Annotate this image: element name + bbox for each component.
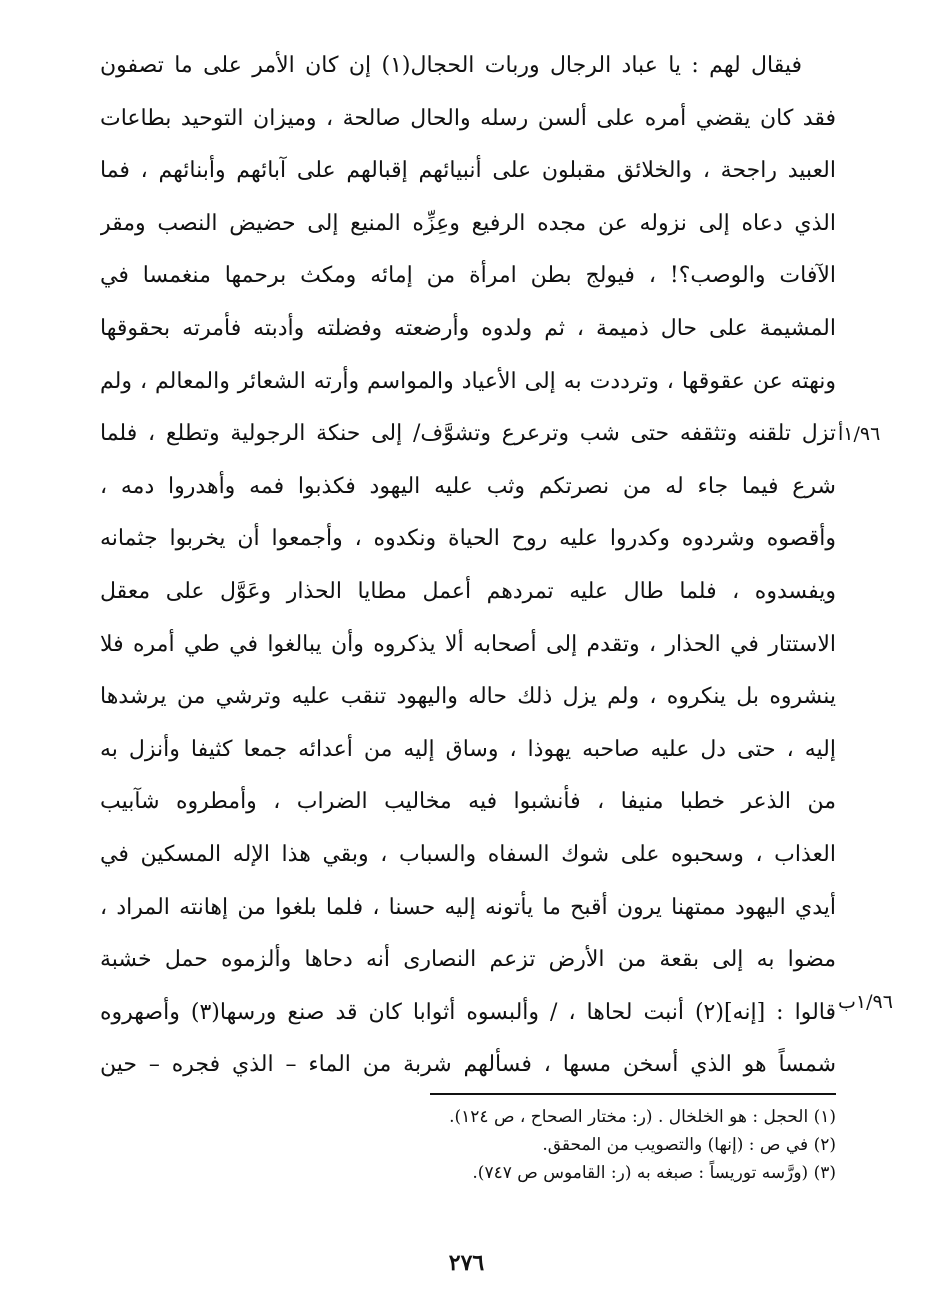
footnotes	[100, 1103, 836, 1187]
text-line: العذاب ، وسحبوه على شوك السفاه والسباب ، وبقي هذا الإله المسكين في	[100, 841, 836, 867]
footnote: (١) الحجل : هو الخلخال . (ر: مختار الصحاح ، ص ١٢٤).	[449, 1107, 836, 1127]
text-line: من الذعر خطبا منيفا ، فأنشبوا فيه مخاليب الضراب ، وأمطروه شآبيب	[100, 789, 836, 815]
text-line: تزل تلقنه وتثقفه حتى شب وترعرع وتشوَّف/ إلى حنكة الرجولية وتطلع ، فلما	[100, 421, 836, 447]
text-line: قالوا : [إنه](٢) أنبت لحاها ، / وألبسوه أثوابا كان قد صنع ورسها(٣) وأصهروه	[100, 999, 836, 1025]
footnote-divider	[430, 1093, 836, 1095]
text-line: الذي دعاه إلى نزوله عن مجده الرفيع وعِزِّه المنيع إلى حضيض النصب ومقر	[100, 210, 836, 236]
text-line: شرع فيما جاء له من نصرتكم وثب عليه اليهود فكذبوا فمه وأهدروا دمه ،	[100, 473, 836, 499]
main-text-block	[100, 40, 836, 1092]
manuscript-folio-ref-b: ١/٩٦ب	[838, 991, 893, 1013]
text-line: ينشروه بل ينكروه ، ولم يزل ذلك حاله واليهود تنقب عليه وترشي من يرشدها	[100, 684, 836, 710]
footnote: (٢) في ص : (إنها) والتصويب من المحقق.	[542, 1135, 836, 1155]
text-line: الاستتار في الحذار ، وتقدم إلى أصحابه ألا يذكروه وأن يبالغوا في طي أمره فلا	[100, 631, 836, 657]
text-line: الآفات والوصب؟! ، فيولج بطن امرأة من إمائه ومكث برحمها منغمسا في	[100, 263, 836, 289]
text-line: مضوا به إلى بقعة من الأرض تزعم النصارى أنه دحاها وألزموه حمل خشبة	[100, 947, 836, 973]
page-number: ٢٧٦	[448, 1250, 485, 1276]
text-line: فيقال لهم : يا عباد الرجال وربات الحجال(١) إن كان الأمر على ما تصفون	[100, 53, 802, 78]
text-line: وأقصوه وشردوه وكدروا عليه روح الحياة ونكدوه ، وأجمعوا أن يخربوا جثمانه	[100, 526, 836, 552]
text-line: فقد كان يقضي أمره على ألسن رسله والحال صالحة ، وميزان التوحيد بطاعات	[100, 105, 836, 131]
text-line: إليه ، حتى دل عليه صاحبه يهوذا ، وساق إليه من أعدائه جمعا كثيفا وأنزل به	[100, 736, 836, 762]
text-line: ونهته عن عقوقها ، وترددت به إلى الأعياد والمواسم وأرته الشعائر والمعالم ، ولم	[100, 368, 836, 394]
text-line: ويفسدوه ، فلما طال عليه تمردهم أعمل مطايا الحذار وعَوَّل على معقل	[100, 578, 836, 604]
text-line: شمساً هو الذي أسخن مسها ، فسألهم شربة من الماء – الذي فجره – حين	[100, 1052, 836, 1078]
text-line: أيدي اليهود ممتهنا يرون أقبح ما يأتونه إليه حسنا ، فلما بلغوا من إهانته المراد ،	[100, 894, 836, 920]
text-line: المشيمة على حال ذميمة ، ثم ولدوه وأرضعته وفضلته وأدبته فأمرته بحقوقها	[100, 315, 836, 341]
manuscript-folio-ref-a: ١/٩٦أ	[838, 423, 881, 445]
footnote: (٣) (ورَّسه توريساً : صبغه به (ر: القاموس ص ٧٤٧).	[472, 1163, 836, 1183]
text-line: العبيد راجحة ، والخلائق مقبلون على أنبيائهم إقبالهم على آبائهم وأبنائهم ، فما	[100, 158, 836, 184]
